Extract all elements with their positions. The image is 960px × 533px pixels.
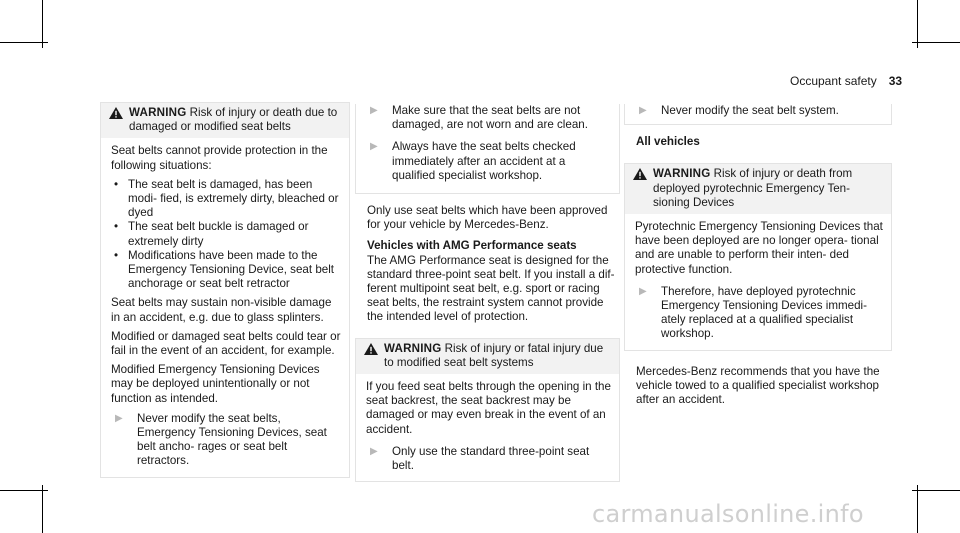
warning-continuation-box bbox=[624, 104, 892, 125]
warning-box bbox=[624, 163, 892, 350]
warning-body bbox=[356, 374, 619, 481]
action-step: ▶ Never modify the seat belt system. bbox=[635, 104, 883, 118]
warning-title-bar bbox=[101, 103, 349, 138]
list-item: • The seat belt is damaged, has been modi‐ fied, is extremely dirty, bleached or dyed bbox=[114, 177, 339, 220]
page-header bbox=[790, 74, 902, 88]
warning-paragraph: Seat belts may sustain non-visible damage in an accident, e.g. due to glass splinters. bbox=[111, 296, 332, 324]
crop-mark bbox=[917, 485, 918, 533]
crop-mark bbox=[42, 485, 43, 533]
crop-mark bbox=[0, 490, 48, 491]
warning-label: WARNING bbox=[653, 167, 711, 181]
warning-title: Risk of injury or death due to damaged or modified seat belts bbox=[129, 106, 338, 134]
column-1 bbox=[100, 102, 350, 478]
warning-title-bar bbox=[356, 339, 619, 374]
warning-label: WARNING bbox=[129, 106, 187, 119]
warning-title: Risk of injury or fatal injury due to modified seat belt systems bbox=[384, 341, 604, 369]
crop-mark bbox=[42, 0, 43, 48]
section-title: Occupant safety bbox=[790, 74, 877, 88]
list-item: • The seat belt buckle is damaged or extremely dirty bbox=[114, 220, 309, 248]
action-step: ▶ Only use the standard three-point seat belt. bbox=[366, 445, 611, 473]
arrow-icon: ▶ bbox=[639, 105, 647, 116]
warning-icon bbox=[633, 168, 653, 210]
warning-box bbox=[100, 102, 350, 478]
warning-body bbox=[625, 214, 891, 350]
section-heading: Vehicles with AMG Performance seats bbox=[367, 239, 577, 253]
warning-box bbox=[355, 338, 620, 483]
column-3 bbox=[624, 102, 892, 407]
arrow-icon: ▶ bbox=[370, 105, 378, 116]
crop-mark bbox=[917, 0, 918, 48]
list-item: • Modifications have been made to the Emergency Tensioning Device, seat belt anchorage or seat belt retractor bbox=[114, 248, 335, 291]
warning-body bbox=[101, 138, 349, 476]
action-step: ▶ Make sure that the seat belts are not damaged, are not worn and are clean. bbox=[366, 104, 611, 132]
watermark: carmanualsonline.info bbox=[592, 500, 864, 528]
action-step: ▶ Therefore, have deployed pyrotechnic Emergency Tensioning Devices immedi‐ ately replaced at a qualified specialist workshop. bbox=[635, 285, 883, 342]
crop-mark bbox=[912, 490, 960, 491]
warning-icon bbox=[109, 107, 129, 134]
action-step: ▶ Never modify the seat belts, Emergency Tensioning Devices, seat belt ancho‐ rages or seat belt retractors. bbox=[111, 412, 341, 469]
paragraph: The AMG Performance seat is designed for the standard three-point seat belt. If you install a dif‐ ferent multipoint seat belt, e.g. sport or racing seat belts, the restraint system cannot provide the intended level of protection. bbox=[367, 253, 615, 324]
crop-mark bbox=[0, 42, 48, 43]
paragraph: Mercedes-Benz recommends that you have the vehicle towed to a qualified specialist workshop after an accident. bbox=[636, 364, 880, 407]
warning-icon bbox=[364, 343, 384, 370]
crop-mark bbox=[912, 42, 960, 43]
warning-paragraph: If you feed seat belts through the opening in the seat backrest, the seat backrest may be damaged or may even break in the event of an accident. bbox=[366, 380, 611, 436]
warning-title: Risk of injury or death from deployed pyrotechnic Emergency Ten‐ sioning Devices bbox=[653, 167, 853, 209]
arrow-icon: ▶ bbox=[115, 412, 123, 424]
column-2 bbox=[355, 102, 620, 482]
warning-intro: Seat belts cannot provide protection in the following situations: bbox=[111, 144, 328, 172]
section-heading: All vehicles bbox=[636, 135, 700, 149]
paragraph: Only use seat belts which have been approved for your vehicle by Mercedes-Benz. bbox=[367, 204, 608, 232]
arrow-icon: ▶ bbox=[370, 141, 378, 153]
warning-paragraph: Pyrotechnic Emergency Tensioning Devices that have been deployed are no longer opera‐ tional and are unable to perform their inten‐ ded protective function. bbox=[635, 220, 883, 276]
warning-continuation-box bbox=[355, 104, 620, 194]
arrow-icon: ▶ bbox=[370, 445, 378, 457]
page-number: 33 bbox=[888, 74, 903, 88]
warning-paragraph: Modified Emergency Tensioning Devices may be deployed unintentionally or not function as intended. bbox=[111, 363, 320, 405]
arrow-icon: ▶ bbox=[639, 285, 647, 297]
warning-title-bar bbox=[625, 164, 891, 214]
warning-label: WARNING bbox=[384, 341, 442, 355]
body-text bbox=[355, 194, 620, 325]
warning-paragraph: Modified or damaged seat belts could tear or fail in the event of an accident, for example. bbox=[111, 329, 341, 358]
action-step: ▶ Always have the seat belts checked immediately after an accident at a qualified specialist workshop. bbox=[366, 140, 611, 183]
